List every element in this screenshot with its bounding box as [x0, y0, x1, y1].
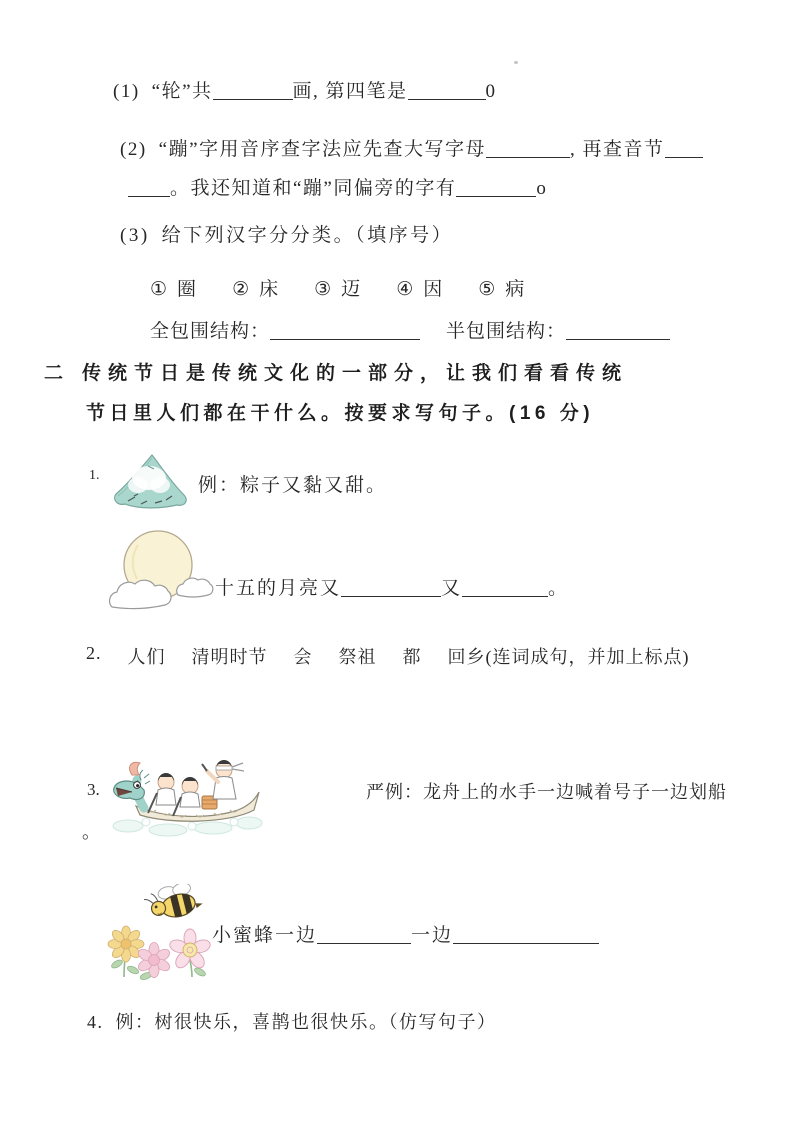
answer-blank [456, 177, 536, 197]
item-4 [87, 1008, 497, 1034]
option-2 [232, 274, 278, 301]
item-3-number [87, 780, 100, 800]
option-5-circled-number: ⑤ [478, 279, 496, 300]
half-enclosure-label: 半包围结构： [446, 321, 567, 342]
item-3-example [366, 778, 727, 804]
dragon-boat-illustration [108, 740, 270, 837]
item-3-prompt [212, 920, 599, 947]
answer-blank [486, 138, 570, 158]
item-1-prompt-text-1: 十五的月亮又 [215, 578, 342, 599]
item-1-prompt [215, 573, 569, 600]
item-2 [86, 643, 690, 669]
item-3-example-continuation [82, 818, 101, 844]
option-4 [396, 274, 442, 301]
answer-blank [453, 924, 599, 944]
moon-illustration [96, 527, 214, 619]
option-1 [150, 274, 196, 301]
question-1 [113, 76, 497, 103]
item-3-prompt-text-1: 小蜜蜂一边 [212, 925, 318, 946]
question-2-text-3: 。我还知道和“蹦”同偏旁的字有 [170, 178, 457, 199]
question-3-title: 给下列汉字分分类。（填序号） [161, 225, 454, 246]
part-2-number: 二 [44, 363, 71, 384]
option-4-circled-number: ④ [396, 279, 414, 300]
full-enclosure-label: 全包围结构： [150, 321, 271, 342]
question-1-number: (1) [113, 81, 140, 102]
option-1-character: 圈 [177, 279, 197, 300]
question-2-text-4: o [536, 178, 548, 199]
question-2-text-1: “蹦”字用音序查字法应先查大写字母 [158, 139, 487, 160]
item-3-example-text: 严例：龙舟上的水手一边喊着号子一边划船 [366, 782, 727, 802]
item-2-word-3: 会 [293, 647, 313, 667]
option-2-circled-number: ② [232, 279, 250, 300]
question-3-options [150, 274, 524, 301]
item-3-example-continuation-text: 。 [82, 822, 101, 842]
item-2-word-4: 祭祖 [338, 647, 377, 667]
question-1-text-3: 0 [485, 81, 497, 102]
answer-blank [408, 80, 486, 100]
item-2-word-5: 都 [402, 647, 422, 667]
question-2-number: (2) [120, 139, 147, 160]
item-2-instruction: 回乡(连词成句，并加上标点) [447, 647, 690, 667]
stray-print-dot [514, 61, 518, 64]
item-1-number-text: 1. [89, 468, 100, 483]
item-3-prompt-text-2: 一边 [411, 925, 454, 946]
item-4-text: 例：树很快乐，喜鹊也很快乐。（仿写句子） [115, 1012, 497, 1032]
question-3-categories [150, 316, 670, 343]
item-2-word-2: 清明时节 [191, 647, 268, 667]
option-3-circled-number: ③ [314, 279, 332, 300]
item-1-number [89, 468, 100, 484]
answer-blank [566, 320, 670, 340]
part-2-header-line-2 [86, 398, 594, 425]
question-2-line-2 [128, 173, 547, 200]
answer-blank [128, 177, 170, 197]
part-2-title-line-1: 传统节日是传统文化的一部分，让我们看看传统 [82, 363, 629, 384]
question-1-text-2: 画, 第四笔是 [292, 81, 408, 102]
question-1-text-1: “轮”共 [151, 81, 213, 102]
question-2-text-2: , 再查音节 [570, 139, 665, 160]
option-4-character: 因 [423, 279, 443, 300]
question-3 [120, 220, 453, 247]
question-3-number: (3) [120, 225, 150, 246]
part-2-header-line-1 [44, 358, 628, 385]
option-5 [478, 274, 524, 301]
part-2-title-line-2: 节日里人们都在干什么。按要求写句子。(16 分) [86, 403, 595, 424]
question-2-line-1 [120, 134, 703, 161]
zongzi-illustration [108, 452, 196, 510]
item-1-prompt-text-3: 。 [548, 578, 570, 599]
item-2-word-1: 人们 [127, 647, 166, 667]
item-4-number: 4. [87, 1012, 104, 1032]
option-2-character: 床 [259, 279, 279, 300]
option-5-character: 病 [505, 279, 525, 300]
answer-blank [213, 80, 293, 100]
item-1-example-text: 例：粽子又黏又甜。 [198, 475, 388, 496]
answer-blank [270, 320, 420, 340]
answer-blank [462, 577, 548, 597]
answer-blank [665, 138, 703, 158]
item-1-example [198, 470, 387, 497]
item-2-number: 2. [86, 643, 102, 663]
option-3-character: 迈 [341, 279, 361, 300]
item-1-prompt-text-2: 又 [441, 578, 463, 599]
option-1-circled-number: ① [150, 279, 168, 300]
item-3-number-text: 3. [87, 780, 100, 799]
answer-blank [341, 577, 441, 597]
answer-blank [317, 924, 411, 944]
option-3 [314, 274, 360, 301]
